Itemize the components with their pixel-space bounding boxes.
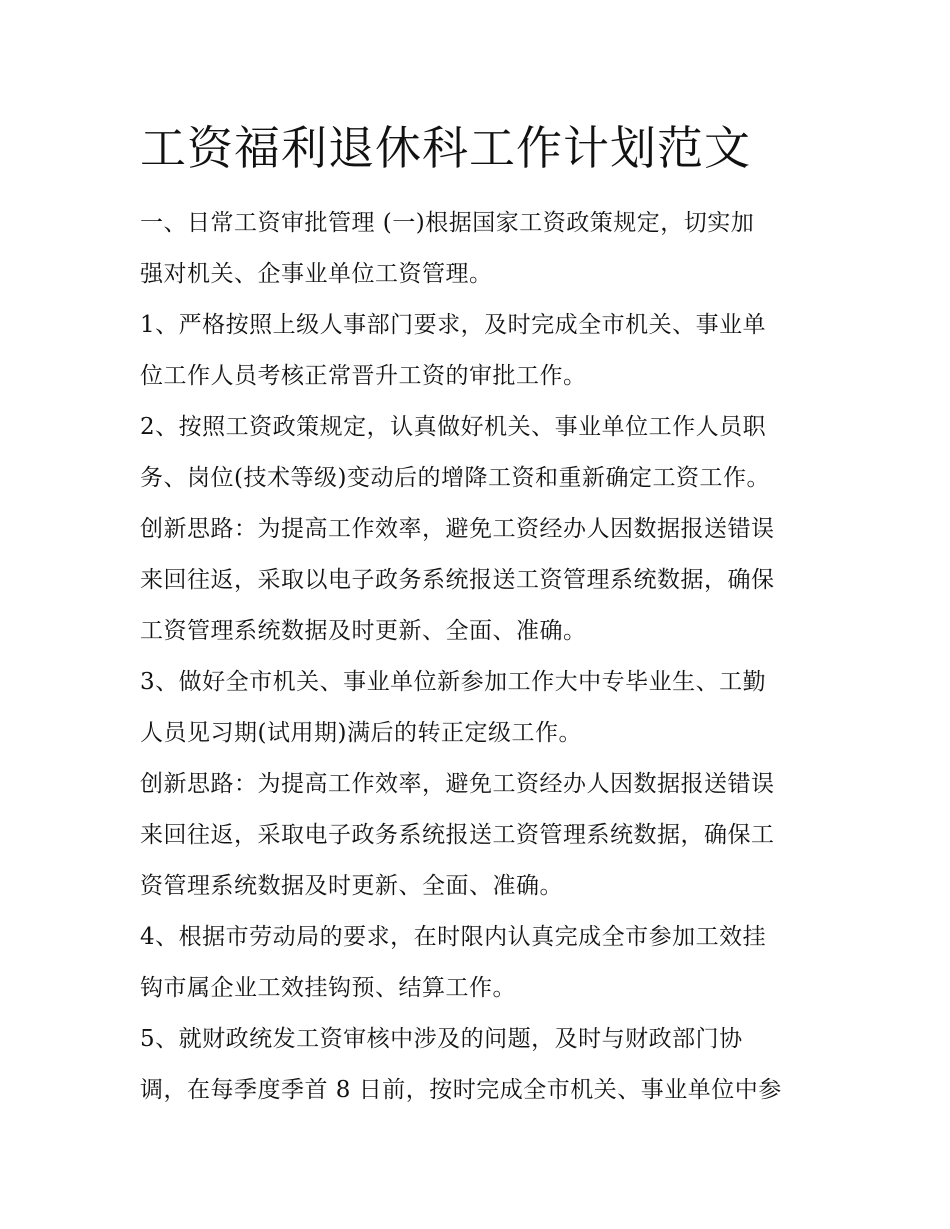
body-line: 3、做好全市机关、事业单位新参加工作大中专毕业生、工勤	[140, 669, 767, 695]
body-line: 创新思路：为提高工作效率，避免工资经办人因数据报送错误	[140, 516, 775, 542]
body-line: 1、严格按照上级人事部门要求，及时完成全市机关、事业单	[140, 312, 767, 338]
body-line: 务、岗位(技术等级)变动后的增降工资和重新确定工资工作。	[140, 465, 770, 491]
body-line: 来回往返，采取电子政务系统报送工资管理系统数据，确保工	[140, 822, 775, 848]
body-line: 2、按照工资政策规定，认真做好机关、事业单位工作人员职	[140, 414, 767, 440]
body-line: 5、就财政统发工资审核中涉及的问题，及时与财政部门协	[140, 1026, 743, 1052]
body-line: 位工作人员考核正常晋升工资的审批工作。	[140, 363, 587, 389]
body-line: 调，在每季度季首 8 日前，按时完成全市机关、事业单位中参	[140, 1077, 782, 1103]
document-body	[140, 198, 815, 1116]
body-line: 一、日常工资审批管理 (一)根据国家工资政策规定，切实加	[140, 210, 755, 236]
body-line: 钩市属企业工效挂钩预、结算工作。	[140, 975, 516, 1001]
body-line: 4、根据市劳动局的要求，在时限内认真完成全市参加工效挂	[140, 924, 767, 950]
document-title: 工资福利退休科工作计划范文	[140, 121, 751, 175]
body-line: 工资管理系统数据及时更新、全面、准确。	[140, 618, 587, 644]
body-line: 来回往返，采取以电子政务系统报送工资管理系统数据，确保	[140, 567, 775, 593]
body-line: 强对机关、企事业单位工资管理。	[140, 261, 493, 287]
body-line: 人员见习期(试用期)满后的转正定级工作。	[140, 720, 582, 746]
body-line: 资管理系统数据及时更新、全面、准确。	[140, 873, 563, 899]
body-line: 创新思路：为提高工作效率，避免工资经办人因数据报送错误	[140, 771, 775, 797]
